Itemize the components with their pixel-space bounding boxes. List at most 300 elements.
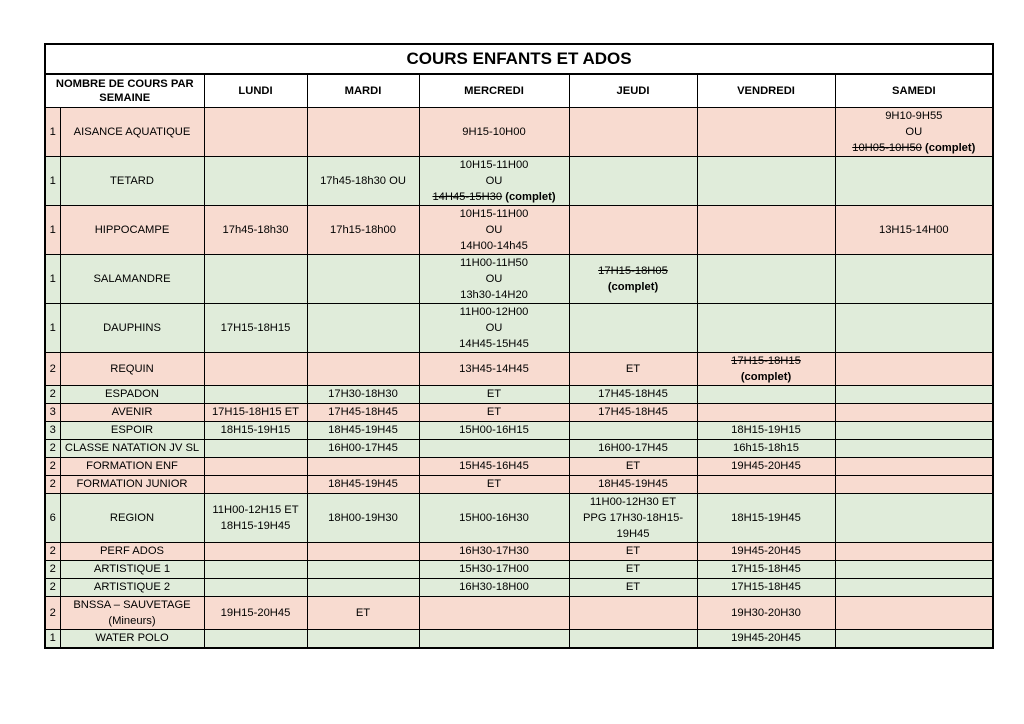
- slot-text: ET: [625, 545, 641, 557]
- slot-line: [310, 423, 417, 438]
- slot-mardi: [307, 494, 419, 543]
- slot-text: OU: [485, 273, 503, 285]
- slot-line: [422, 287, 567, 303]
- slot-line: [700, 605, 833, 621]
- slot-line: [422, 124, 567, 140]
- schedule-table: [44, 43, 994, 649]
- slot-text: 18H45-19H45: [598, 478, 668, 490]
- slot-jeudi: [569, 440, 697, 458]
- course-name: TETARD: [60, 157, 204, 206]
- slot-line: [700, 369, 833, 385]
- slot-vendredi: [697, 597, 835, 630]
- slot-line: [838, 222, 991, 238]
- slot-text: 13H45-14H45: [459, 363, 529, 375]
- slot-mercredi: [419, 206, 569, 255]
- slot-mardi: [307, 476, 419, 494]
- slot-line: [207, 320, 305, 336]
- slot-text: ET: [625, 460, 641, 472]
- slot-text: ET: [486, 388, 502, 400]
- slot-text: 10H15-11H00: [459, 159, 529, 171]
- table-row: [45, 561, 993, 579]
- course-count: 1: [45, 108, 60, 157]
- course-count: 2: [45, 440, 60, 458]
- slot-line: [422, 206, 567, 222]
- slot-mercredi: [419, 476, 569, 494]
- slot-lundi: [204, 386, 307, 404]
- course-name: HIPPOCAMPE: [60, 206, 204, 255]
- slot-mardi: [307, 304, 419, 353]
- slot-mardi: [307, 561, 419, 579]
- slot-line: [422, 544, 567, 559]
- slot-text: 17h45-18h30: [222, 224, 289, 236]
- slot-mardi: [307, 579, 419, 597]
- slot-vendredi: [697, 476, 835, 494]
- slot-text: 17H30-18H30: [328, 388, 398, 400]
- slot-lundi: [204, 458, 307, 476]
- course-count: 2: [45, 543, 60, 561]
- table-row: [45, 579, 993, 597]
- slot-vendredi: [697, 206, 835, 255]
- slot-mercredi: [419, 304, 569, 353]
- slot-mardi: [307, 630, 419, 649]
- slot-mercredi: [419, 404, 569, 422]
- course-count: 1: [45, 304, 60, 353]
- header-row: [45, 74, 993, 108]
- slot-line: [838, 124, 991, 140]
- course-count: 3: [45, 422, 60, 440]
- slot-line: [572, 477, 695, 492]
- slot-text: ET: [625, 581, 641, 593]
- slot-lundi: [204, 157, 307, 206]
- slot-lundi: [204, 404, 307, 422]
- slot-text: 16H00-17H45: [598, 442, 668, 454]
- course-count: 6: [45, 494, 60, 543]
- slot-mercredi: [419, 157, 569, 206]
- slot-mardi: [307, 543, 419, 561]
- slot-samedi: [835, 206, 993, 255]
- slot-text: 15H00-16H30: [459, 512, 529, 524]
- slot-line: [700, 441, 833, 456]
- slot-time-full: 14H45-15H30: [432, 191, 503, 203]
- slot-jeudi: [569, 494, 697, 543]
- slot-text: OU: [485, 175, 503, 187]
- slot-samedi: [835, 494, 993, 543]
- slot-line: [422, 405, 567, 420]
- course-count: 2: [45, 458, 60, 476]
- slot-line: [838, 140, 991, 156]
- slot-jeudi: [569, 630, 697, 649]
- slot-line: [700, 510, 833, 526]
- header-day-mardi: MARDI: [307, 74, 419, 108]
- slot-mercredi: [419, 440, 569, 458]
- slot-line: [310, 405, 417, 420]
- slot-mardi: [307, 422, 419, 440]
- slot-line: [422, 459, 567, 474]
- page-title: COURS ENFANTS ET ADOS: [45, 44, 993, 74]
- slot-jeudi: [569, 108, 697, 157]
- table-row: [45, 458, 993, 476]
- table-row: [45, 494, 993, 543]
- course-count: 2: [45, 561, 60, 579]
- course-count: 2: [45, 597, 60, 630]
- slot-vendredi: [697, 386, 835, 404]
- slot-text: 18H15-19H15: [220, 424, 291, 436]
- course-name: REQUIN: [60, 353, 204, 386]
- slot-lundi: [204, 579, 307, 597]
- slot-line: [207, 405, 305, 420]
- table-row: [45, 440, 993, 458]
- table-row: [45, 386, 993, 404]
- slot-text: 16H30-18H00: [459, 581, 529, 593]
- slot-text: 15H30-17H00: [459, 563, 529, 575]
- slot-lundi: [204, 597, 307, 630]
- slot-text: 19H30-20H30: [731, 607, 801, 619]
- slot-vendredi: [697, 630, 835, 649]
- course-count: 3: [45, 404, 60, 422]
- slot-line: [422, 580, 567, 595]
- table-row: [45, 543, 993, 561]
- slot-text: 16H30-17H30: [459, 545, 529, 557]
- slot-text: 18H15-19H45: [220, 520, 291, 532]
- slot-vendredi: [697, 157, 835, 206]
- slot-line: [422, 361, 567, 377]
- slot-text: 11H00-11H50: [460, 257, 528, 269]
- slot-samedi: [835, 579, 993, 597]
- slot-text: 14H00-14h45: [460, 240, 528, 252]
- slot-lundi: [204, 630, 307, 649]
- slot-samedi: [835, 458, 993, 476]
- slot-mardi: [307, 255, 419, 304]
- slot-samedi: [835, 304, 993, 353]
- slot-samedi: [835, 255, 993, 304]
- slot-mardi: [307, 440, 419, 458]
- slot-line: [422, 562, 567, 577]
- slot-text: 17H45-18H45: [328, 406, 398, 418]
- slot-full-note: (complet): [607, 281, 659, 293]
- course-name: BNSSA – SAUVETAGE (Mineurs): [60, 597, 204, 630]
- slot-text: 13H15-14H00: [878, 224, 949, 236]
- slot-text: 18H45-19H45: [328, 424, 398, 436]
- slot-text: 19H15-20H45: [220, 607, 291, 619]
- header-day-mercredi: MERCREDI: [419, 74, 569, 108]
- slot-text: ET: [625, 563, 641, 575]
- slot-line: [207, 502, 305, 518]
- slot-line: [207, 605, 305, 621]
- slot-line: [422, 222, 567, 238]
- slot-line: [572, 459, 695, 474]
- slot-lundi: [204, 353, 307, 386]
- slot-mardi: [307, 404, 419, 422]
- slot-line: [700, 580, 833, 595]
- slot-mercredi: [419, 543, 569, 561]
- slot-mardi: [307, 386, 419, 404]
- slot-line: [572, 361, 695, 377]
- slot-mercredi: [419, 458, 569, 476]
- course-name: PERF ADOS: [60, 543, 204, 561]
- course-name: ARTISTIQUE 1: [60, 561, 204, 579]
- header-day-samedi: SAMEDI: [835, 74, 993, 108]
- table-row: [45, 404, 993, 422]
- slot-samedi: [835, 404, 993, 422]
- slot-text: 15H00-16H15: [459, 424, 529, 436]
- slot-line: [422, 255, 567, 271]
- slot-line: [422, 423, 567, 438]
- slot-line: [422, 320, 567, 336]
- slot-lundi: [204, 543, 307, 561]
- slot-jeudi: [569, 386, 697, 404]
- slot-jeudi: [569, 422, 697, 440]
- course-name: REGION: [60, 494, 204, 543]
- course-count: 2: [45, 579, 60, 597]
- slot-jeudi: [569, 353, 697, 386]
- table-row: [45, 157, 993, 206]
- slot-line: [422, 189, 567, 205]
- slot-text: OU: [905, 126, 923, 138]
- slot-text: 19H45: [616, 528, 650, 540]
- slot-lundi: [204, 304, 307, 353]
- slot-vendredi: [697, 404, 835, 422]
- slot-text: 17H15-18H15: [220, 322, 291, 334]
- slot-text: 17H45-18H45: [598, 388, 668, 400]
- slot-text: 16h15-18h15: [733, 442, 799, 454]
- slot-mardi: [307, 597, 419, 630]
- slot-vendredi: [697, 440, 835, 458]
- slot-text: 11H00-12H15 ET: [212, 504, 299, 516]
- slot-text: 19H45-20H45: [731, 460, 801, 472]
- slot-lundi: [204, 494, 307, 543]
- slot-line: [572, 263, 695, 279]
- slot-line: [310, 605, 417, 621]
- slot-text: 19H45-20H45: [731, 545, 801, 557]
- course-count: 2: [45, 476, 60, 494]
- course-count: 2: [45, 386, 60, 404]
- slot-mercredi: [419, 579, 569, 597]
- slot-text: 16H00-17H45: [328, 442, 398, 454]
- slot-line: [572, 279, 695, 295]
- slot-samedi: [835, 561, 993, 579]
- slot-text: 17h15-18h00: [330, 224, 396, 236]
- slot-full-note: (complet): [502, 191, 556, 203]
- slot-mercredi: [419, 255, 569, 304]
- slot-samedi: [835, 386, 993, 404]
- slot-lundi: [204, 108, 307, 157]
- slot-line: [572, 562, 695, 577]
- slot-line: [422, 336, 567, 352]
- slot-text: 18H00-19H30: [328, 512, 398, 524]
- slot-line: [572, 580, 695, 595]
- slot-vendredi: [697, 422, 835, 440]
- table-row: [45, 206, 993, 255]
- slot-text: 17H15-18H45: [731, 581, 801, 593]
- slot-vendredi: [697, 458, 835, 476]
- slot-text: 17H45-18H45: [598, 406, 668, 418]
- slot-jeudi: [569, 543, 697, 561]
- slot-samedi: [835, 597, 993, 630]
- slot-vendredi: [697, 353, 835, 386]
- slot-line: [422, 304, 567, 320]
- slot-samedi: [835, 630, 993, 649]
- slot-jeudi: [569, 206, 697, 255]
- slot-mercredi: [419, 386, 569, 404]
- slot-line: [700, 562, 833, 577]
- header-day-jeudi: JEUDI: [569, 74, 697, 108]
- slot-lundi: [204, 422, 307, 440]
- slot-line: [422, 477, 567, 492]
- slot-line: [572, 494, 695, 510]
- slot-lundi: [204, 206, 307, 255]
- slot-mercredi: [419, 630, 569, 649]
- slot-line: [838, 108, 991, 124]
- slot-line: [310, 222, 417, 238]
- course-name: AVENIR: [60, 404, 204, 422]
- slot-mercredi: [419, 422, 569, 440]
- table-row: [45, 476, 993, 494]
- slot-samedi: [835, 157, 993, 206]
- slot-time-full: 17H15-18H15: [731, 355, 801, 367]
- slot-mardi: [307, 108, 419, 157]
- slot-text: 18H45-19H45: [328, 478, 398, 490]
- slot-line: [422, 387, 567, 402]
- course-count: 1: [45, 157, 60, 206]
- slot-text: 13h30-14H20: [460, 289, 528, 301]
- slot-lundi: [204, 255, 307, 304]
- slot-text: OU: [485, 322, 503, 334]
- slot-text: 19H45-20H45: [731, 632, 801, 644]
- slot-lundi: [204, 440, 307, 458]
- slot-jeudi: [569, 157, 697, 206]
- slot-text: 17H15-18H45: [731, 563, 801, 575]
- course-name: ARTISTIQUE 2: [60, 579, 204, 597]
- table-row: [45, 630, 993, 649]
- slot-jeudi: [569, 476, 697, 494]
- slot-line: [207, 222, 305, 238]
- slot-line: [310, 477, 417, 492]
- slot-samedi: [835, 108, 993, 157]
- table-row: [45, 304, 993, 353]
- course-count: 2: [45, 353, 60, 386]
- course-name: FORMATION ENF: [60, 458, 204, 476]
- slot-line: [310, 510, 417, 526]
- slot-line: [422, 510, 567, 526]
- slot-vendredi: [697, 255, 835, 304]
- slot-jeudi: [569, 597, 697, 630]
- slot-vendredi: [697, 561, 835, 579]
- table-row: [45, 255, 993, 304]
- slot-jeudi: [569, 579, 697, 597]
- slot-text: 11H00-12H00: [459, 306, 529, 318]
- slot-mardi: [307, 353, 419, 386]
- slot-line: [700, 459, 833, 474]
- slot-line: [422, 271, 567, 287]
- slot-text: 18H15-19H15: [731, 424, 801, 436]
- slot-text: 17h45-18h30 OU: [320, 175, 406, 187]
- slot-text: 17H15-18H15 ET: [211, 406, 300, 418]
- slot-mardi: [307, 206, 419, 255]
- slot-line: [422, 173, 567, 189]
- slot-samedi: [835, 353, 993, 386]
- slot-text: 9H15-10H00: [462, 126, 526, 138]
- slot-vendredi: [697, 108, 835, 157]
- slot-text: 9H10-9H55: [885, 110, 943, 122]
- course-count: 1: [45, 630, 60, 649]
- slot-text: PPG 17H30-18H15-: [582, 512, 684, 524]
- course-name: FORMATION JUNIOR: [60, 476, 204, 494]
- slot-mercredi: [419, 494, 569, 543]
- table-row: [45, 108, 993, 157]
- course-name: ESPOIR: [60, 422, 204, 440]
- slot-mardi: [307, 157, 419, 206]
- course-name: ESPADON: [60, 386, 204, 404]
- header-day-lundi: LUNDI: [204, 74, 307, 108]
- slot-line: [700, 631, 833, 646]
- slot-text: 14H45-15H45: [459, 338, 529, 350]
- slot-samedi: [835, 476, 993, 494]
- header-day-vendredi: VENDREDI: [697, 74, 835, 108]
- slot-samedi: [835, 543, 993, 561]
- slot-line: [310, 173, 417, 189]
- slot-time-full: 17H15-18H05: [598, 265, 668, 277]
- course-name: DAUPHINS: [60, 304, 204, 353]
- slot-line: [572, 510, 695, 526]
- slot-line: [422, 238, 567, 254]
- slot-vendredi: [697, 494, 835, 543]
- slot-text: ET: [486, 406, 502, 418]
- slot-line: [700, 353, 833, 369]
- slot-line: [207, 423, 305, 438]
- course-name: WATER POLO: [60, 630, 204, 649]
- slot-mercredi: [419, 108, 569, 157]
- slot-jeudi: [569, 304, 697, 353]
- slot-line: [572, 387, 695, 402]
- slot-lundi: [204, 561, 307, 579]
- slot-mercredi: [419, 561, 569, 579]
- slot-samedi: [835, 422, 993, 440]
- slot-vendredi: [697, 579, 835, 597]
- slot-line: [572, 441, 695, 456]
- slot-line: [310, 387, 417, 402]
- course-count: 1: [45, 255, 60, 304]
- slot-jeudi: [569, 255, 697, 304]
- slot-jeudi: [569, 561, 697, 579]
- slot-samedi: [835, 440, 993, 458]
- table-row: [45, 353, 993, 386]
- slot-text: ET: [625, 363, 641, 375]
- slot-lundi: [204, 476, 307, 494]
- slot-line: [572, 544, 695, 559]
- slot-line: [207, 518, 305, 534]
- slot-line: [700, 544, 833, 559]
- course-name: AISANCE AQUATIQUE: [60, 108, 204, 157]
- course-name: SALAMANDRE: [60, 255, 204, 304]
- slot-text: ET: [355, 607, 371, 619]
- course-name: CLASSE NATATION JV SL: [60, 440, 204, 458]
- slot-mercredi: [419, 353, 569, 386]
- table-row: [45, 422, 993, 440]
- course-count: 1: [45, 206, 60, 255]
- slot-line: [572, 526, 695, 542]
- slot-text: 15H45-16H45: [459, 460, 529, 472]
- schedule-body: [45, 108, 993, 649]
- slot-jeudi: [569, 458, 697, 476]
- slot-full-note: (complet): [740, 371, 792, 383]
- slot-line: [310, 441, 417, 456]
- slot-vendredi: [697, 304, 835, 353]
- slot-text: 11H00-12H30 ET: [589, 496, 677, 508]
- slot-text: 18H15-19H45: [731, 512, 801, 524]
- slot-jeudi: [569, 404, 697, 422]
- slot-line: [572, 405, 695, 420]
- slot-vendredi: [697, 543, 835, 561]
